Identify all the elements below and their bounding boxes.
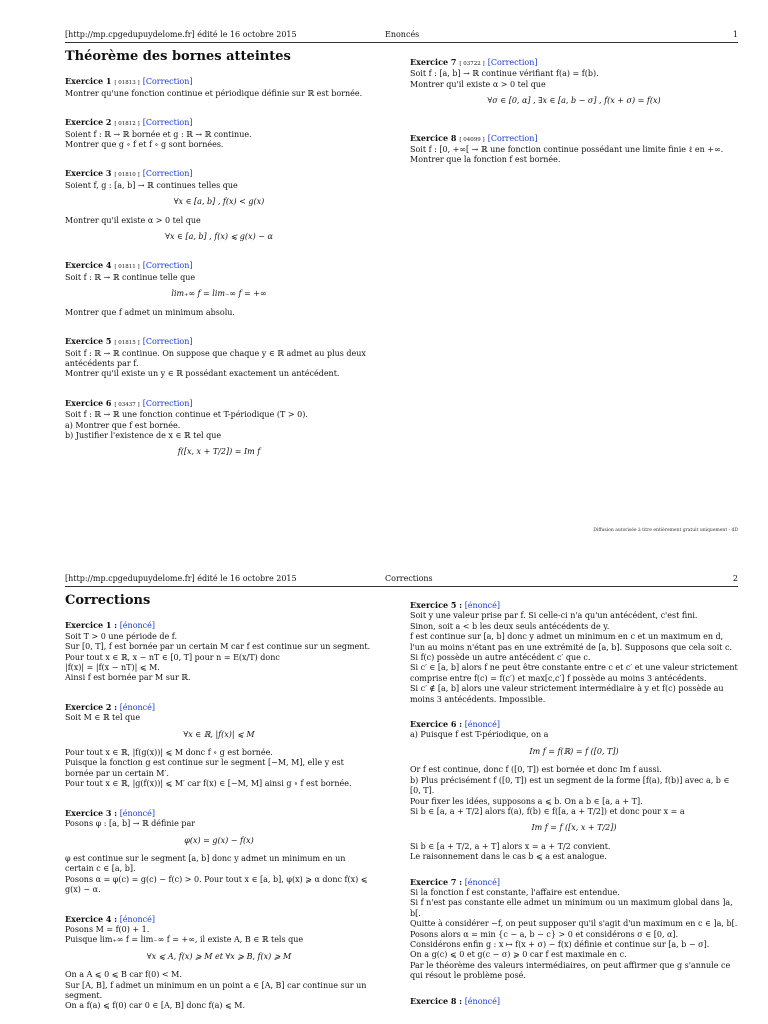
- correction-link[interactable]: [Correction]: [487, 58, 538, 67]
- correction-text: Puisque la fonction g est continue sur le segment [−M, M], elle y est bornée par un certain M′.: [65, 758, 344, 778]
- correction-heading: Exercice 3 :: [65, 807, 118, 818]
- exercise-code: [ 03722 ]: [459, 61, 485, 67]
- header-source: [http://mp.cpgedupuydelome.fr] édité le 16 octobre 2015: [65, 574, 297, 583]
- correction-text: On a A ⩽ 0 ⩽ B car f(0) < M.: [65, 970, 182, 980]
- correction-heading: Exercice 1 :: [65, 620, 118, 631]
- correction-link[interactable]: [Correction]: [142, 77, 193, 87]
- exercise-code: [ 01811 ]: [114, 264, 140, 271]
- exercise-text: Montrer qu'une fonction continue et périodique définie sur ℝ est bornée.: [65, 88, 363, 98]
- statement-link[interactable]: [énoncé]: [464, 877, 500, 887]
- header-page-number: 2: [732, 574, 738, 583]
- correction-text: Pour tout x ∈ ℝ, |g(f(x))| ⩽ M′ car f(x) ∈ [−M, M] ainsi g ∘ f est bornée.: [65, 779, 352, 789]
- correction-link[interactable]: [Correction]: [142, 169, 193, 179]
- display-equation: f([x, x + T/2]) = Im f: [177, 447, 261, 457]
- display-equation: ∀x ∈ [a, b] , f(x) < g(x): [173, 197, 265, 207]
- exercise: [65, 117, 373, 150]
- correction-text: φ est continue sur le segment [a, b] donc y admet un minimum en un certain c ∈ [a, b].: [65, 853, 346, 874]
- exercise: [65, 168, 373, 242]
- correction-text: Sinon, soit a < b les deux seuls antécédents de y.: [410, 621, 610, 631]
- correction-text: b) Plus précisément f ([0, T]) est un segment de la forme [f(a), f(b)] avec a, b ∈ [0, T].: [410, 775, 730, 796]
- exercise-heading: Exercice 3: [65, 168, 112, 179]
- statement-link[interactable]: [énoncé]: [119, 702, 155, 712]
- correction-text: Pour tout x ∈ ℝ, |f(g(x))| ⩽ M donc f ∘ g est bornée.: [65, 748, 273, 758]
- correction: [410, 996, 738, 1007]
- correction-text: Si la fonction f est constante, l'affaire est entendue.: [410, 887, 620, 897]
- correction-heading: Exercice 4 :: [65, 913, 118, 924]
- correction-heading: Exercice 7 :: [410, 876, 463, 887]
- left-column: [65, 593, 373, 1024]
- exercise-text: Montrer qu'il existe α > 0 tel que: [65, 215, 201, 225]
- correction-link[interactable]: [Correction]: [142, 261, 193, 271]
- correction-link[interactable]: [Correction]: [142, 118, 193, 128]
- exercise-text: Soit f : [0, +∞[ → ℝ une fonction continue possédant une limite finie ℓ en +∞.: [410, 145, 724, 155]
- correction: [410, 877, 738, 982]
- exercise-text: Soit f : ℝ → ℝ une fonction continue et T-périodique (T > 0).: [65, 410, 308, 420]
- correction-text: Si f(c) possède un autre antécédent c′ que c.: [410, 653, 591, 663]
- exercise-heading: Exercice 2: [65, 117, 112, 128]
- exercise-heading: Exercice 8: [410, 132, 457, 143]
- exercise-text: b) Justifier l'existence de x ∈ ℝ tel que: [65, 430, 222, 440]
- exercise: [410, 57, 738, 107]
- left-column: [65, 49, 373, 476]
- correction-text: Si b ∈ [a, a + T/2] alors f(a), f(b) ∈ f([a, a + T/2]) et donc pour x = a: [410, 806, 685, 816]
- correction-heading: Exercice 5 :: [410, 600, 463, 610]
- exercise-text: Montrer qu'il existe un y ∈ ℝ possédant exactement un antécédent.: [65, 369, 340, 379]
- correction-text: Si b ∈ [a + T/2, a + T] alors x = a + T/2 convient.: [410, 841, 611, 851]
- correction: [65, 808, 373, 896]
- display-equation: Im f = f ([x, x + T/2]): [531, 823, 617, 833]
- correction-text: Par le théorème des valeurs intermédiaires, on peut affirmer que g s'annule ce qui résout le problème posé.: [410, 960, 731, 981]
- correction-text: Posons α = φ(c) = g(c) − f(c) > 0. Pour tout x ∈ [a, b], φ(x) ⩾ α donc f(x) ⩽ g(x) − α.: [65, 874, 368, 895]
- correction-text: a) Puisque f est T-périodique, on a: [410, 730, 549, 740]
- correction-text: Sur [0, T], f est bornée par un certain M car f est continue sur un segment.: [65, 642, 371, 652]
- display-equation: φ(x) = g(x) − f(x): [184, 835, 254, 845]
- correction: [65, 914, 373, 1012]
- exercise: [410, 133, 738, 166]
- correction-text: Soit M ∈ ℝ tel que: [65, 713, 141, 723]
- correction-text: Puisque lim₊∞ f = lim₋∞ f = +∞, il existe A, B ∈ ℝ tels que: [65, 935, 304, 945]
- page-title: Théorème des bornes atteintes: [65, 49, 291, 64]
- correction-link[interactable]: [Correction]: [142, 398, 193, 408]
- exercise: [65, 398, 373, 458]
- exercise-code: [ 01813 ]: [114, 80, 140, 87]
- exercise-heading: Exercice 7: [410, 57, 457, 67]
- correction: [65, 702, 373, 790]
- exercise-code: [ 01810 ]: [114, 172, 140, 179]
- display-equation: lim₊∞ f = lim₋∞ f = +∞: [171, 289, 267, 299]
- exercise-text: Montrer que la fonction f est bornée.: [410, 155, 561, 165]
- display-equation: ∀σ ∈ [0, α] , ∃x ∈ [a, b − σ] , f(x + σ) = f(x): [487, 96, 661, 106]
- correction-text: On a f(a) ⩽ f(0) car 0 ∈ [A, B] donc f(a) ⩽ M.: [65, 1001, 246, 1011]
- page-footer: Diffusion autorisée à titre entièrement gratuit uniquement - dD: [593, 528, 738, 533]
- exercise-heading: Exercice 5: [65, 336, 112, 347]
- exercise-heading: Exercice 4: [65, 260, 112, 271]
- header-section: Corrections: [385, 574, 433, 583]
- correction-text: Posons φ : [a, b] → ℝ définie par: [65, 819, 196, 829]
- exercise-heading: Exercice 1: [65, 76, 112, 87]
- header-section: Enoncés: [385, 30, 420, 39]
- header-source: [http://mp.cpgedupuydelome.fr] édité le 16 octobre 2015: [65, 30, 297, 39]
- display-equation: ∀x ∈ ℝ, |f(x)| ⩽ M: [183, 729, 255, 739]
- correction-text: Posons alors α = min {c − a, b − c} > 0 et considérons σ ∈ [0, α].: [410, 929, 679, 939]
- exercise-code: [ 01812 ]: [114, 121, 140, 128]
- correction: [65, 620, 373, 683]
- right-column: [410, 600, 738, 1024]
- correction-text: Pour tout x ∈ ℝ, x − nT ∈ [0, T] pour n = E(x/T) donc: [65, 652, 280, 662]
- correction-text: Sur [A, B], f admet un minimum en un point a ∈ [A, B] car continue sur un segment.: [65, 980, 367, 1000]
- correction-heading: Exercice 6 :: [410, 719, 463, 730]
- correction-text: Posons M = f(0) + 1.: [65, 924, 150, 934]
- correction: [410, 600, 738, 705]
- statement-link[interactable]: [énoncé]: [119, 914, 155, 924]
- correction: [410, 719, 738, 862]
- correction-link[interactable]: [Correction]: [487, 133, 538, 143]
- correction-text: f est continue sur [a, b] donc y admet un minimum en c et un maximum en d, l'un au moins n'étant pas en une extrémité de [a, b]. Supposons que cela soit c.: [410, 632, 733, 652]
- correction-text: Le raisonnement dans le cas b ⩽ a est analogue.: [410, 852, 607, 862]
- statement-link[interactable]: [énoncé]: [464, 996, 500, 1006]
- statement-link[interactable]: [énoncé]: [119, 621, 155, 631]
- correction-text: |f(x)| = |f(x − nT)| ⩽ M.: [65, 663, 160, 673]
- header-page-number: 1: [732, 30, 738, 39]
- page-2: [0, 568, 768, 1024]
- exercise-text: Montrer que f admet un minimum absolu.: [65, 307, 235, 317]
- correction-text: Considérons enfin g : x ↦ f(x + σ) − f(x) définie et continue sur [a, b − σ].: [410, 939, 710, 949]
- correction-heading: Exercice 8 :: [410, 995, 463, 1006]
- statement-link[interactable]: [énoncé]: [464, 601, 500, 610]
- correction-text: Quitte à considérer −f, on peut supposer qu'il s'agit d'un maximum en c ∈ ]a, b[.: [410, 919, 738, 929]
- correction-text: Ainsi f est bornée par M sur ℝ.: [65, 673, 191, 683]
- exercise-code: [ 03437 ]: [114, 401, 140, 408]
- statement-link[interactable]: [énoncé]: [119, 808, 155, 818]
- display-equation: ∀x ∈ [a, b] , f(x) ⩽ g(x) − α: [165, 232, 273, 242]
- exercise-heading: Exercice 6: [65, 397, 112, 408]
- correction-text: Or f est continue, donc f ([0, T]) est bornée et donc Im f aussi.: [410, 765, 662, 775]
- correction-text: Soit T > 0 une période de f.: [65, 631, 178, 641]
- section-title: Corrections: [65, 593, 151, 608]
- page-header: [65, 30, 738, 43]
- correction-text: Si c′ ∈ [a, b] alors f ne peut être constante entre c et c′ et une valeur strictement comprise entre f(c) = f(c′) et max[c,c′] f possède au moins 3 antécédents.: [410, 663, 738, 683]
- exercise-text: Soit f : ℝ → ℝ continue. On suppose que chaque y ∈ ℝ admet au plus deux antécédents par f.: [65, 348, 366, 368]
- exercise-code: [ 01815 ]: [114, 340, 140, 347]
- correction-text: Pour fixer les idées, supposons a ⩽ b. On a b ∈ [a, a + T].: [410, 796, 643, 806]
- correction-text: Soit y une valeur prise par f. Si celle-ci n'a qu'un antécédent, c'est fini.: [410, 611, 698, 621]
- exercise-code: [ 04099 ]: [459, 136, 485, 143]
- exercise: [65, 260, 373, 318]
- exercise-text: Soit f : ℝ → ℝ continue telle que: [65, 272, 196, 282]
- exercise-text: Soit f : [a, b] → ℝ continue vérifiant f(a) = f(b).: [410, 69, 599, 79]
- correction-text: On a g(c) ⩽ 0 et g(c − σ) ⩾ 0 car f est maximale en c.: [410, 950, 627, 960]
- exercise-text: a) Montrer que f est bornée.: [65, 420, 181, 430]
- exercise: [65, 336, 373, 380]
- display-equation: ∀x ⩽ A, f(x) ⩾ M et ∀x ⩾ B, f(x) ⩾ M: [146, 951, 292, 961]
- page-header: [65, 574, 738, 587]
- correction-link[interactable]: [Correction]: [142, 337, 193, 347]
- correction-text: Si c′ ∉ [a, b] alors une valeur strictement intermédiaire à y et f(c) possède au moins 3 antécédents. Impossible.: [410, 684, 724, 704]
- exercise-text: Soient f : ℝ → ℝ bornée et g : ℝ → ℝ continue.: [65, 129, 252, 139]
- exercise-text: Montrer qu'il existe α > 0 tel que: [410, 79, 546, 89]
- display-equation: Im f = f(ℝ) = f ([0, T]): [529, 746, 619, 756]
- exercise: [65, 76, 373, 99]
- correction-text: Si f n'est pas constante elle admet un minimum ou un maximum global dans ]a, b[.: [410, 898, 733, 918]
- correction-heading: Exercice 2 :: [65, 701, 118, 712]
- page-separator: [0, 548, 768, 568]
- exercise-text: Soient f, g : [a, b] → ℝ continues telles que: [65, 180, 238, 190]
- right-column: [410, 57, 738, 184]
- exercise-text: Montrer que g ∘ f et f ∘ g sont bornées.: [65, 140, 224, 150]
- statement-link[interactable]: [énoncé]: [464, 720, 500, 730]
